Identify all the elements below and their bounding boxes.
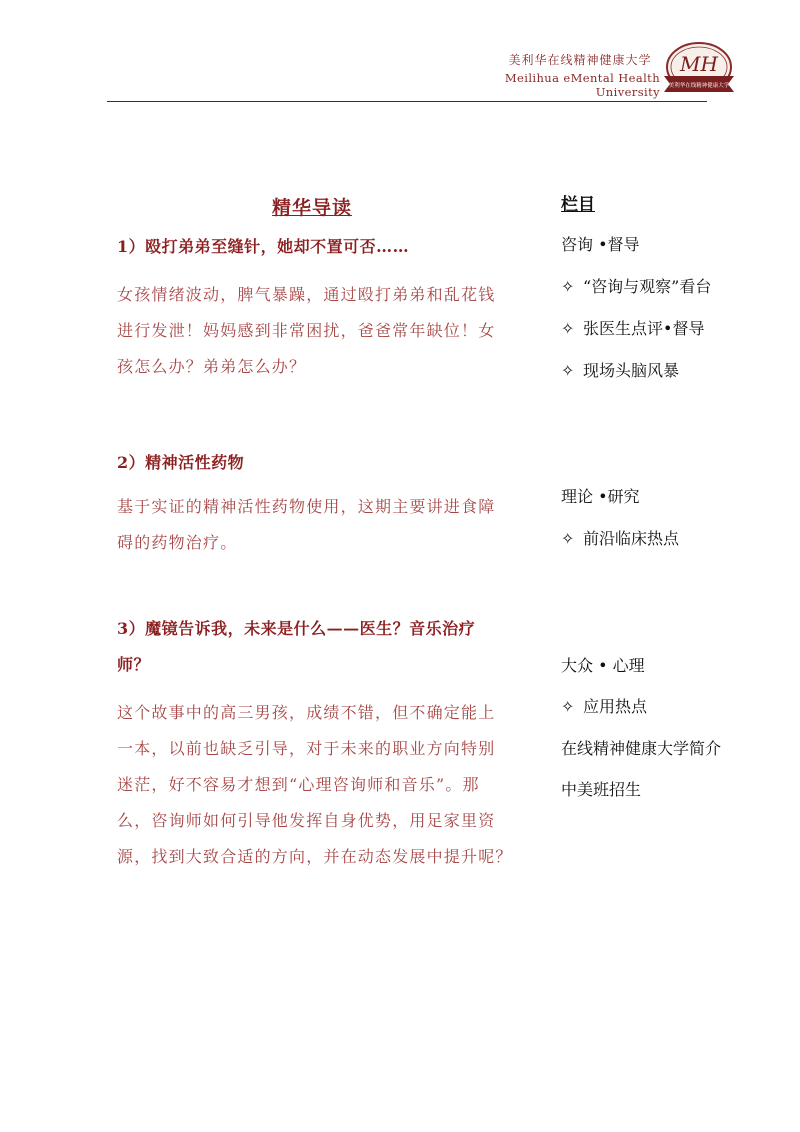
diamond-bullet-icon: ✧ xyxy=(561,277,575,296)
header-org-name-cn: 美利华在线精神健康大学 xyxy=(508,53,652,67)
sidebar-section-heading: 大众 • 心理 xyxy=(561,656,645,675)
logo-banner-text: 美利华在线精神健康大学 xyxy=(668,83,730,89)
item-2-body-line: 碍的药物治疗。 xyxy=(117,533,238,552)
sidebar-item: ✧ 应用热点 xyxy=(561,697,648,716)
item-3-body-line: 一本，以前也缺乏引导，对于未来的职业方向特别 xyxy=(117,739,496,758)
item-3-title-line: 3）魔镜告诉我，未来是什么——医生？音乐治疗 xyxy=(117,619,476,638)
item-3-body-line: 迷茫，好不容易才想到“心理咨询师和音乐”。那 xyxy=(117,775,480,794)
item-1-body-line: 进行发泄！妈妈感到非常困扰，爸爸常年缺位！女 xyxy=(117,321,496,340)
diamond-bullet-icon: ✧ xyxy=(561,529,575,548)
item-1-body xyxy=(117,277,549,385)
header-org-name-en: Meilihua eMental Health University xyxy=(504,71,660,99)
item-2-body-line: 基于实证的精神活性药物使用，这期主要讲进食障 xyxy=(117,497,496,516)
item-2-title: 2）精神活性药物 xyxy=(117,453,245,472)
item-1-title: 1）殴打弟弟至缝针，她却不置可否…… xyxy=(117,237,410,256)
diamond-bullet-icon: ✧ xyxy=(561,319,575,338)
sidebar-item: ✧ 前沿临床热点 xyxy=(561,529,680,548)
item-1-body-line: 孩怎么办？弟弟怎么办？ xyxy=(117,357,307,376)
diamond-bullet-icon: ✧ xyxy=(561,697,575,716)
item-3-body-line: 这个故事中的高三男孩，成绩不错，但不确定能上 xyxy=(117,703,496,722)
sidebar-title: 栏目 xyxy=(561,195,595,215)
sidebar-item: ✧ 现场头脑风暴 xyxy=(561,361,680,380)
item-3-body-line: 么，咨询师如何引导他发挥自身优势，用足家里资 xyxy=(117,811,496,830)
item-3-title-line: 师？ xyxy=(117,655,151,674)
sidebar-extra-item: 在线精神健康大学简介 xyxy=(561,739,722,758)
item-1-body-line: 女孩情绪波动，脾气暴躁，通过殴打弟弟和乱花钱 xyxy=(117,285,496,304)
diamond-bullet-icon: ✧ xyxy=(561,361,575,380)
item-3-body xyxy=(117,695,549,875)
sidebar-item: ✧ 张医生点评•督导 xyxy=(561,319,705,338)
item-2-body xyxy=(117,489,549,561)
sidebar-extra-item: 中美班招生 xyxy=(561,780,642,799)
sidebar-item: ✧ “咨询与观察”看台 xyxy=(561,277,712,296)
sidebar-section-heading: 咨询 •督导 xyxy=(561,235,640,254)
logo-text: MH xyxy=(680,52,718,76)
header-divider xyxy=(107,101,707,102)
item-3-body-line: 源，找到大致合适的方向，并在动态发展中提升呢？ xyxy=(117,847,513,866)
sidebar-section-heading: 理论 •研究 xyxy=(561,487,640,506)
university-logo-icon xyxy=(662,40,736,98)
item-3-title xyxy=(117,611,549,683)
page-title: 精华导读 xyxy=(272,197,353,219)
